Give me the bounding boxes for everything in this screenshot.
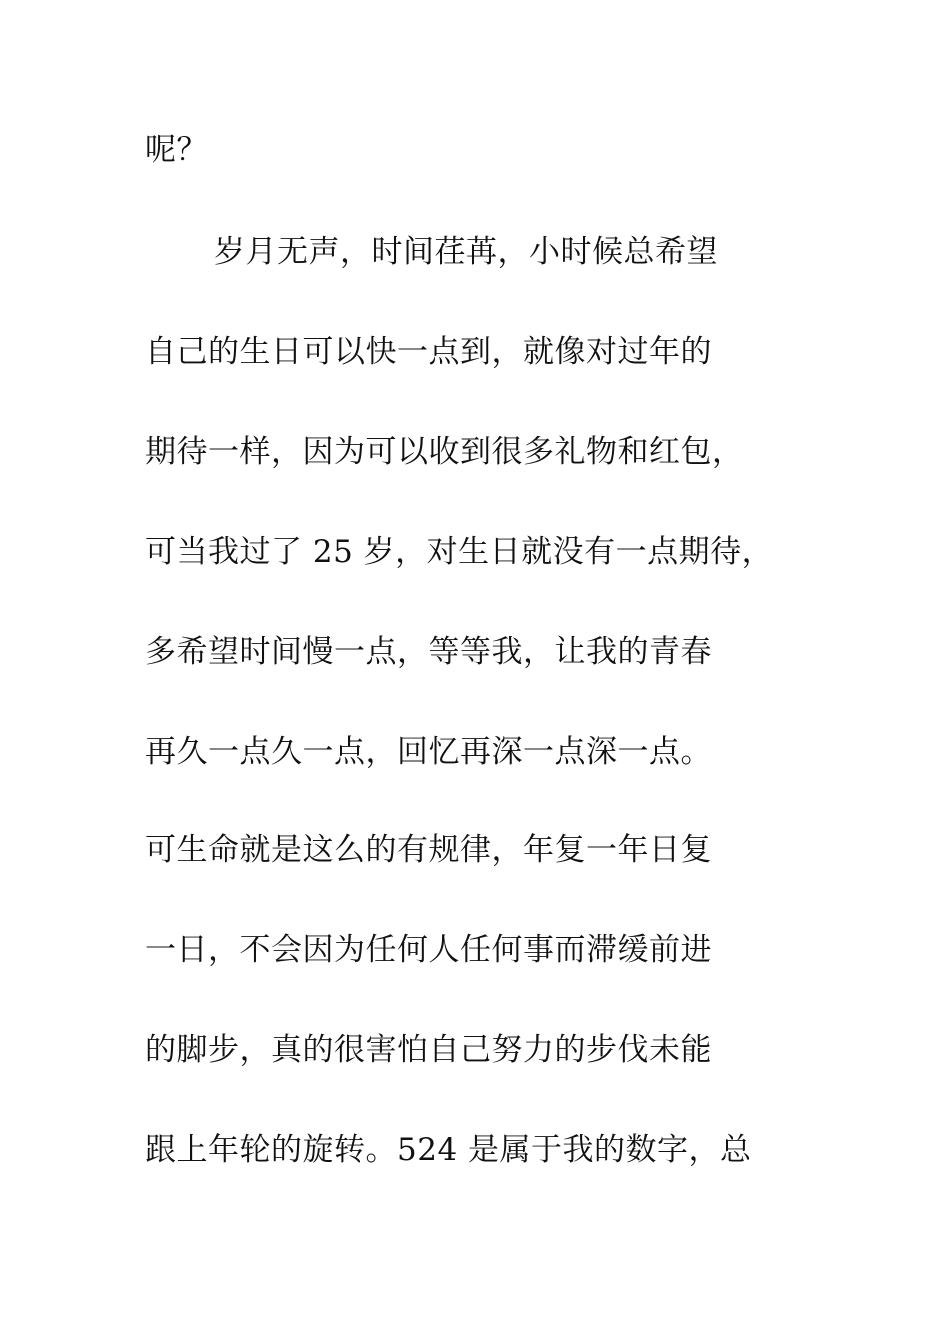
text-line-5: 可当我过了 25 岁，对生日就没有一点期待， — [145, 534, 774, 570]
text-line-11: 跟上年轮的旋转。524 是属于我的数字，总 — [145, 1132, 752, 1168]
text-line-4: 期待一样，因为可以收到很多礼物和红包， — [145, 434, 744, 470]
text-line-9: 一日，不会因为任何人任何事而滞缓前进 — [145, 932, 712, 968]
text-line-1: 呢？ — [145, 132, 208, 168]
text-line-3: 自己的生日可以快一点到，就像对过年的 — [145, 334, 712, 370]
text-line-2: 岁月无声，时间荏苒，小时候总希望 — [214, 234, 718, 270]
text-line-7: 再久一点久一点，回忆再深一点深一点。 — [145, 734, 712, 770]
text-line-10: 的脚步，真的很害怕自己努力的步伐未能 — [145, 1032, 712, 1068]
text-line-8: 可生命就是这么的有规律，年复一年日复 — [145, 832, 712, 868]
text-line-6: 多希望时间慢一点，等等我，让我的青春 — [145, 634, 712, 670]
